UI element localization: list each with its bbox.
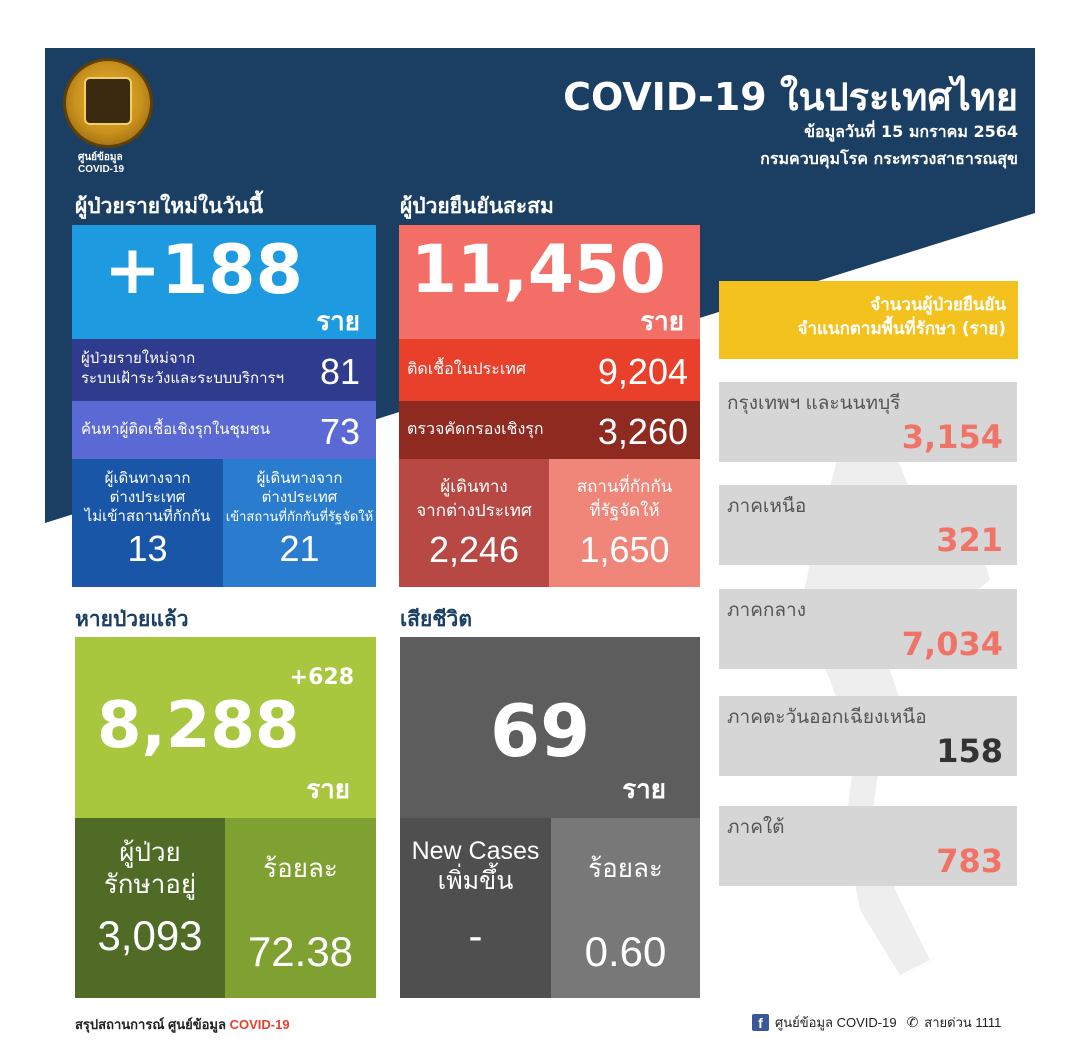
region-item-northeast [719, 696, 1017, 776]
treating-value: 3,093 [97, 912, 203, 959]
region-value: 783 [936, 842, 1003, 880]
surveillance-value: 81 [319, 351, 360, 392]
new-cases-heading: ผู้ป่วยรายใหม่ในวันนี้ [75, 194, 264, 218]
region-item-south [719, 806, 1017, 886]
abroad-no-quarantine-value: 13 [127, 528, 168, 569]
phone-icon: ✆ [906, 1014, 919, 1030]
deaths-percent-label: ร้อยละ [588, 853, 663, 883]
abroad-quarantine-value: 21 [279, 528, 320, 569]
deaths-total-box [400, 637, 700, 818]
deaths-heading: เสียชีวิต [400, 607, 472, 631]
abroad-no-quarantine-label-line-2: ต่างประเทศ [109, 489, 186, 506]
footer-summary [75, 1014, 290, 1035]
cumulative-heading: ผู้ป่วยยืนยันสะสม [400, 194, 554, 218]
recovered-percent-label: ร้อยละ [263, 853, 338, 883]
screening-box [399, 401, 700, 459]
treating-label-line-1: ผู้ป่วย [119, 837, 181, 867]
regions-heading-line-2: จำแนกตามพื้นที่รักษา (ราย) [797, 319, 1006, 339]
region-item-central [719, 589, 1017, 669]
travelers-label-line-1: ผู้เดินทาง [440, 477, 508, 496]
cumulative-total: 11,450 [411, 231, 666, 308]
region-value: 7,034 [901, 625, 1003, 663]
hotline-text: สายด่วน 1111 [924, 1015, 1002, 1030]
footer-summary-prefix: สรุปสถานการณ์ ศูนย์ข้อมูล [75, 1017, 226, 1032]
recovered-unit: ราย [306, 775, 350, 805]
travelers-label [399, 475, 549, 523]
regions-heading-line-1: จำนวนผู้ป่วยยืนยัน [870, 295, 1006, 315]
new-cases-total: +188 [104, 231, 303, 310]
domestic-box [399, 339, 700, 401]
region-item-north [719, 485, 1017, 565]
deaths-total: 69 [490, 689, 591, 773]
deaths-new-value: - [468, 912, 483, 959]
community-label: ค้นหาผู้ติดเชื้อเชิงรุกในชุมชน [81, 421, 271, 438]
cumulative-total-box [399, 225, 700, 339]
date-line: ข้อมูลวันที่ 15 มกราคม 2564 [804, 122, 1018, 141]
logo-caption [78, 152, 124, 176]
region-value: 158 [936, 732, 1003, 770]
quarantine-box [549, 459, 700, 587]
travelers-value: 2,246 [428, 529, 520, 570]
treating-label [75, 836, 225, 900]
deaths-new-box [400, 818, 551, 998]
region-value: 321 [936, 521, 1003, 559]
abroad-no-quarantine-label-line-1: ผู้เดินทางจาก [104, 470, 191, 487]
facebook-page-link[interactable]: ศูนย์ข้อมูล COVID-19 [775, 1015, 897, 1030]
abroad-no-quarantine-label [72, 469, 223, 526]
travelers-box [399, 459, 549, 587]
footer-summary-brand: COVID-19 [229, 1017, 290, 1032]
recovered-percent-box [225, 818, 376, 998]
region-name: ภาคกลาง [727, 600, 806, 621]
quarantine-value: 1,650 [579, 529, 670, 570]
quarantine-label [549, 475, 700, 523]
cumulative-unit: ราย [640, 307, 684, 337]
region-name: ภาคตะวันออกเฉียงเหนือ [727, 707, 927, 728]
region-name: ภาคเหนือ [727, 496, 807, 517]
quarantine-label-line-2: ที่รัฐจัดให้ [589, 501, 660, 520]
surveillance-label [81, 349, 284, 389]
page-title: COVID-19 ในประเทศไทย [563, 75, 1018, 119]
department-seal-logo [63, 58, 147, 142]
screening-label: ตรวจคัดกรองเชิงรุก [407, 421, 544, 438]
domestic-value: 9,204 [597, 351, 688, 392]
screening-value: 3,260 [597, 411, 688, 452]
treating-box [75, 818, 225, 998]
deaths-unit: ราย [622, 775, 666, 805]
recovered-total-box [75, 637, 376, 818]
deaths-percent-value: 0.60 [584, 928, 667, 975]
recovered-heading: หายป่วยแล้ว [75, 607, 189, 631]
new-cases-unit: ราย [316, 307, 360, 337]
travelers-label-line-2: จากต่างประเทศ [416, 501, 532, 520]
community-value: 73 [319, 411, 360, 452]
region-name: ภาคใต้ [727, 817, 785, 838]
abroad-no-quarantine-label-line-3: ไม่เข้าสถานที่กักกัน [84, 508, 211, 525]
abroad-quarantine-label-line-1: ผู้เดินทางจาก [256, 470, 343, 487]
region-value: 3,154 [901, 418, 1003, 456]
logo-caption-line-2: COVID-19 [78, 164, 125, 175]
region-name: กรุงเทพฯ และนนทบุรี [727, 393, 901, 414]
abroad-quarantine-label-line-3: เข้าสถานที่กักกันที่รัฐจัดให้ [225, 509, 374, 524]
abroad-quarantine-label-line-2: ต่างประเทศ [261, 489, 338, 506]
surveillance-box [72, 339, 376, 401]
recovered-total: 8,288 [97, 689, 300, 763]
recovered-percent-value: 72.38 [247, 928, 354, 975]
deaths-new-label-line-2: เพิ่มขึ้น [437, 867, 514, 895]
deaths-percent-box [551, 818, 700, 998]
abroad-quarantine-box [223, 459, 376, 587]
deaths-new-label-line-1: New Cases [411, 837, 540, 865]
quarantine-label-line-1: สถานที่กักกัน [576, 477, 673, 496]
domestic-label: ติดเชื้อในประเทศ [407, 361, 526, 378]
new-cases-total-box [72, 225, 376, 339]
recovered-delta: +628 [289, 665, 354, 690]
footer-contacts [752, 1012, 1001, 1033]
community-box [72, 401, 376, 459]
region-item-bangkok [719, 382, 1017, 462]
regions-header-box [719, 281, 1018, 359]
logo-caption-line-1: ศูนย์ข้อมูล [78, 152, 123, 163]
abroad-quarantine-label [223, 469, 376, 526]
surveillance-label-line-2: ระบบเฝ้าระวังและระบบบริการฯ [81, 370, 284, 387]
abroad-no-quarantine-box [72, 459, 223, 587]
surveillance-label-line-1: ผู้ป่วยรายใหม่จาก [81, 350, 196, 367]
source-line: กรมควบคุมโรค กระทรวงสาธารณสุข [760, 149, 1018, 168]
facebook-icon[interactable]: f [752, 1014, 769, 1031]
treating-label-line-2: รักษาอยู่ [103, 869, 197, 899]
deaths-new-label [400, 836, 551, 896]
